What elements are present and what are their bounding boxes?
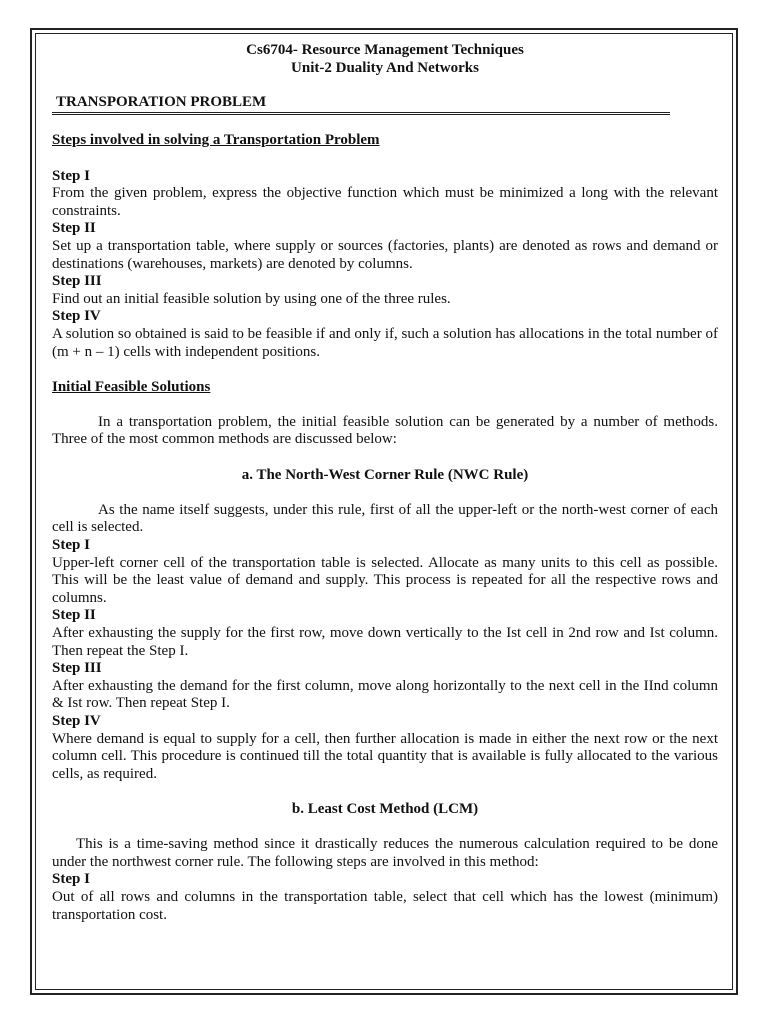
lcm-title: b. Least Cost Method (LCM) bbox=[291, 800, 479, 817]
step-text: From the given problem, express the objective function which must be minimized a long with the relevant constraints. bbox=[52, 185, 718, 219]
steps-list bbox=[52, 168, 718, 362]
step-label: Step III bbox=[52, 660, 102, 677]
step-label: Step IV bbox=[52, 308, 101, 325]
nwc-title: a. The North-West Corner Rule (NWC Rule) bbox=[241, 466, 529, 483]
step-text: After exhausting the demand for the first column, move along horizontally to the next cell in the IInd column & Ist row. Then repeat Step I. bbox=[52, 677, 718, 712]
step-text: Out of all rows and columns in the transportation table, select that cell which has the lowest (minimum) transportation cost. bbox=[52, 888, 718, 923]
step-label: Step IV bbox=[52, 712, 101, 729]
course-title: Cs6704- Resource Management Techniques bbox=[246, 42, 524, 58]
step-text: Upper-left corner cell of the transportation table is selected. Allocate as many units to this cell as possible. This will be the least value of demand and supply. This process is repeated for all the respective rows and columns. bbox=[52, 554, 718, 606]
step-text: Set up a transportation table, where supply or sources (factories, plants) are denoted as rows and demand or destinations (warehouses, markets) are denoted by columns. bbox=[52, 237, 718, 272]
lcm-steps bbox=[52, 871, 718, 924]
step-label: Step I bbox=[52, 871, 90, 888]
step-label: Step III bbox=[52, 273, 102, 290]
step-label: Step I bbox=[52, 167, 90, 184]
step-text: A solution so obtained is said to be feasible if and only if, such a solution has allocations in the total number of (m + n – 1) cells with independent positions. bbox=[52, 325, 718, 360]
lcm-intro: This is a time-saving method since it drastically reduces the numerous calculation required to be done under the northwest corner rule. The following steps are involved in this method: bbox=[52, 836, 718, 870]
step-label: Step II bbox=[52, 220, 96, 237]
section-title: TRANSPORATION PROBLEM bbox=[52, 94, 670, 115]
step-text: Where demand is equal to supply for a cell, then further allocation is made in either the next row or the next column cell. This procedure is continued till the total quantity that is available is fully allocated to the various cells, as required. bbox=[52, 730, 718, 782]
nwc-intro: As the name itself suggests, under this rule, first of all the upper-left or the north-west corner of each cell is selected. bbox=[52, 501, 718, 536]
step-label: Step II bbox=[52, 607, 96, 624]
step-text: Find out an initial feasible solution by using one of the three rules. bbox=[52, 290, 451, 307]
steps-heading: Steps involved in solving a Transportation Problem bbox=[52, 132, 380, 149]
step-text: After exhausting the supply for the first row, move down vertically to the Ist cell in 2nd row and Ist column. Then repeat the Step I. bbox=[52, 625, 718, 659]
unit-title: Unit-2 Duality And Networks bbox=[291, 59, 479, 76]
document-content bbox=[52, 42, 718, 924]
step-label: Step I bbox=[52, 537, 90, 554]
nwc-steps bbox=[52, 537, 718, 783]
ifs-intro: In a transportation problem, the initial feasible solution can be generated by a number of methods. Three of the most common methods are discussed below: bbox=[52, 413, 718, 448]
ifs-heading: Initial Feasible Solutions bbox=[52, 378, 211, 395]
